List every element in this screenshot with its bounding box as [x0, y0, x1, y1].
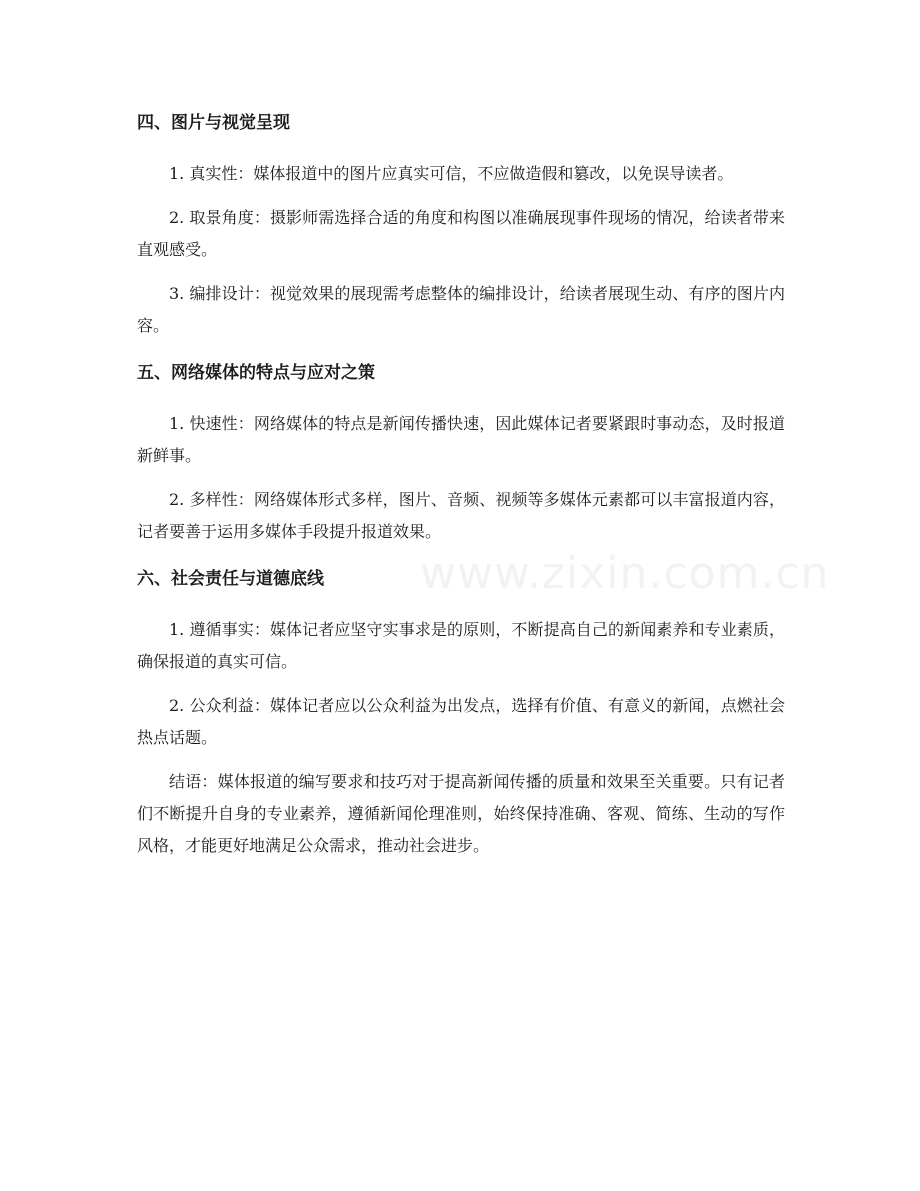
paragraph: 2. 取景角度：摄影师需选择合适的角度和构图以准确展现事件现场的情况，给读者带来直观感受。 — [137, 208, 785, 259]
section-6 — [137, 564, 785, 754]
section-4 — [137, 108, 785, 342]
document-page — [137, 108, 785, 874]
section-heading: 四、图片与视觉呈现 — [137, 113, 290, 133]
paragraph: 1. 遵循事实：媒体记者应坚守实事求是的原则，不断提高自己的新闻素养和专业素质，确保报道的真实可信。 — [137, 620, 785, 671]
conclusion-paragraph: 结语：媒体报道的编写要求和技巧对于提高新闻传播的质量和效果至关重要。只有记者们不断提升自身的专业素养，遵循新闻伦理准则，始终保持准确、客观、简练、生动的写作风格，才能更好地满足公众需求，推动社会进步。 — [137, 772, 785, 855]
watermark-text: www.zixin.com.cn — [420, 548, 830, 599]
section-heading: 五、网络媒体的特点与应对之策 — [137, 363, 375, 383]
paragraph: 3. 编排设计：视觉效果的展现需考虑整体的编排设计，给读者展现生动、有序的图片内容。 — [137, 284, 785, 335]
paragraph: 2. 公众利益：媒体记者应以公众利益为出发点，选择有价值、有意义的新闻，点燃社会热点话题。 — [137, 696, 785, 747]
section-5 — [137, 358, 785, 548]
paragraph: 2. 多样性：网络媒体形式多样，图片、音频、视频等多媒体元素都可以丰富报道内容，记者要善于运用多媒体手段提升报道效果。 — [137, 490, 785, 541]
paragraph: 1. 真实性：媒体报道中的图片应真实可信，不应做造假和篡改，以免误导读者。 — [169, 164, 734, 183]
section-heading: 六、社会责任与道德底线 — [137, 569, 324, 589]
paragraph: 1. 快速性：网络媒体的特点是新闻传播快速，因此媒体记者要紧跟时事动态，及时报道新鲜事。 — [137, 414, 785, 465]
